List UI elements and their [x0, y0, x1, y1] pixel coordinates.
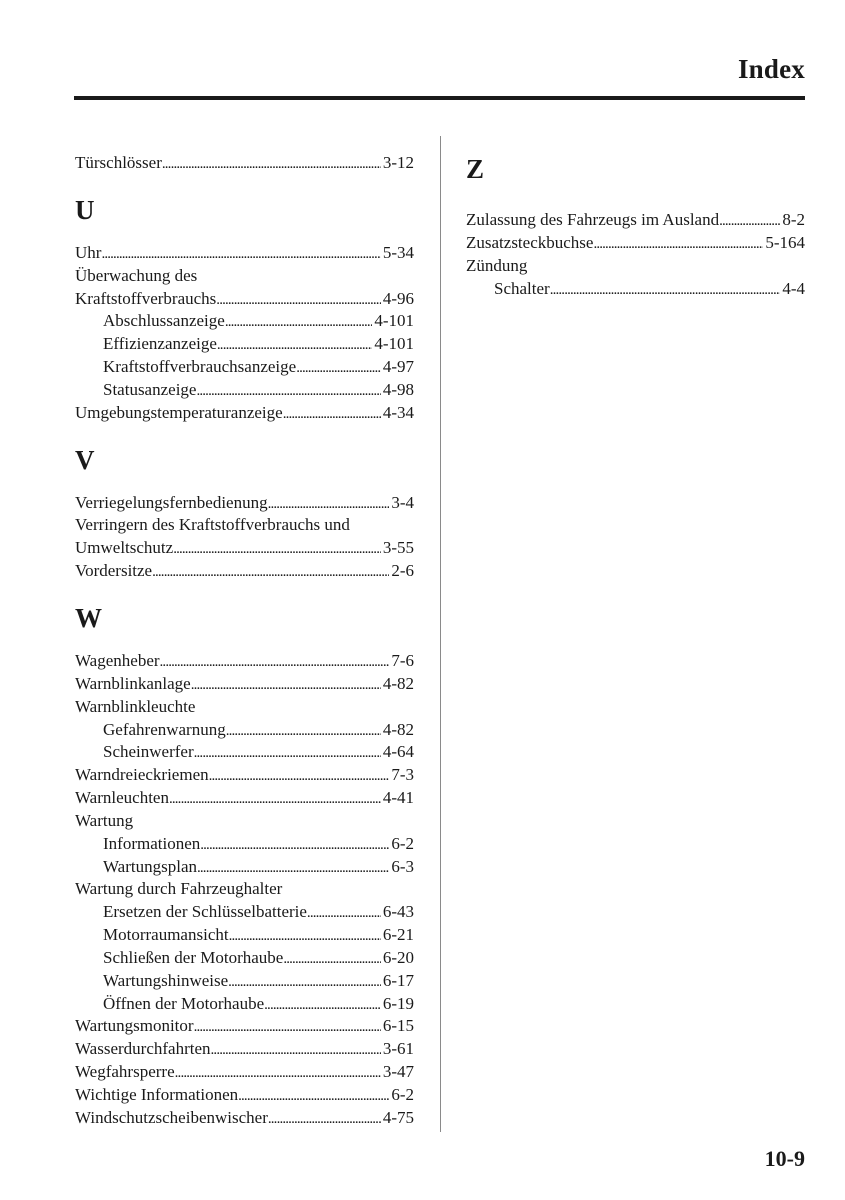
index-entry-motorraumansicht [75, 924, 414, 947]
column-divider [440, 136, 441, 1132]
index-entry-ueberwachung-des [75, 265, 414, 288]
index-term: Wichtige Informationen [75, 1085, 239, 1104]
dot-leader [217, 333, 372, 357]
dot-leader [160, 650, 390, 674]
index-term: Scheinwerfer [103, 742, 194, 762]
dot-leader [194, 1015, 381, 1039]
index-entry-wartungsplan [75, 856, 414, 879]
index-entry-wegfahrsperre [75, 1061, 414, 1084]
index-page-ref: 4-34 [382, 402, 414, 422]
dot-leader [200, 833, 389, 857]
index-term: Windschutzscheibenwischer [75, 1107, 268, 1127]
section-letter-z: Z [466, 154, 485, 184]
index-entry-kraftstoffverbrauchs [75, 288, 414, 311]
index-entry-schalter [466, 278, 805, 301]
index-entry-statusanzeige [75, 379, 414, 402]
index-page-ref: 3-4 [391, 492, 414, 512]
index-entry-vordersitze [75, 560, 414, 583]
dot-leader [268, 1107, 381, 1131]
index-entry-ersetzen-der-schluesselbatterie [75, 901, 414, 924]
dot-leader [191, 673, 381, 697]
index-term: Warnleuchten [75, 788, 169, 808]
index-term: Umweltschutz [75, 538, 174, 558]
index-column-right [466, 152, 805, 300]
index-term: Umgebungstemperaturanzeige [75, 402, 283, 422]
section-letter-u: U [75, 194, 95, 225]
dot-leader [268, 492, 390, 516]
index-entry-wartungsmonitor [75, 1015, 414, 1038]
index-term: Öffnen der Motorhaube [103, 993, 265, 1013]
section-letter-w: W [75, 602, 102, 633]
index-term: Zusatzsteckbuchse [466, 232, 594, 252]
dot-leader [152, 560, 389, 584]
index-page-ref: 6-15 [382, 1016, 414, 1036]
index-term: Türschlösser [75, 153, 162, 172]
index-term: Wartungshinweise [103, 970, 229, 990]
index-page-ref: 6-17 [382, 970, 414, 990]
index-entry-wagenheber [75, 650, 414, 673]
index-entry-effizienzanzeige [75, 333, 414, 356]
index-term: Kraftstoffverbrauchsanzeige [103, 357, 297, 377]
index-entry-zulassung-des-fahrzeugs-im-ausland [466, 209, 805, 232]
index-page-ref: 4-82 [382, 719, 414, 739]
index-term: Wartungsplan [103, 856, 197, 876]
index-entry-wichtige-informationen [75, 1084, 414, 1107]
index-page-ref: 7-6 [391, 650, 414, 670]
index-entry-windschutzscheibenwischer [75, 1107, 414, 1130]
index-term: Wartungsmonitor [75, 1016, 194, 1036]
page-title: Index [737, 54, 805, 84]
index-page-ref: 4-101 [374, 334, 414, 354]
index-entry-abschlussanzeige [75, 310, 414, 333]
index-page-ref: 4-98 [382, 379, 414, 399]
dot-leader [719, 209, 780, 233]
dot-leader [197, 856, 389, 880]
dot-leader [593, 232, 763, 256]
index-entry-umweltschutz [75, 537, 414, 560]
index-term: Vordersitze [75, 561, 153, 581]
dot-leader [228, 970, 381, 994]
index-term: Kraftstoffverbrauchs [75, 288, 217, 308]
dot-leader [216, 288, 381, 312]
index-term: Effizienzanzeige [103, 334, 217, 354]
index-entry-informationen [75, 833, 414, 856]
index-page-ref: 3-61 [382, 1039, 414, 1059]
index-entry-wartung-durch-fahrzeughalter [75, 878, 414, 901]
index-entry-oeffnen-der-motorhaube [75, 993, 414, 1016]
index-term: Überwachung des [75, 265, 198, 285]
index-term: Wasserdurchfahrten [75, 1039, 211, 1059]
index-page-ref: 6-21 [382, 925, 414, 945]
index-page-ref: 6-3 [391, 856, 414, 876]
index-page-ref: 4-97 [382, 357, 414, 377]
index-term: Warndreieckriemen [75, 765, 209, 785]
index-page-ref: 4-41 [382, 788, 414, 808]
index-entry-warndreieckriemen [75, 764, 414, 787]
dot-leader [307, 901, 381, 925]
index-term: Wagenheber [75, 650, 160, 670]
index-page-ref: 6-2 [391, 1085, 414, 1104]
dot-leader [169, 787, 381, 811]
dot-leader [283, 402, 381, 426]
index-page-ref: 4-96 [382, 288, 414, 308]
index-entry-gefahrenwarnung [75, 719, 414, 742]
dot-leader [283, 947, 380, 971]
dot-leader [175, 1061, 381, 1085]
index-term: Schalter [494, 278, 550, 298]
index-entry-warnleuchten [75, 787, 414, 810]
index-page-ref: 6-43 [382, 902, 414, 922]
index-term: Verriegelungsfernbedienung [75, 492, 268, 512]
index-entry-warnblinkanlage [75, 673, 414, 696]
index-page-ref: 4-82 [382, 673, 414, 693]
index-entry-kraftstoffverbrauchsanzeige [75, 356, 414, 379]
index-page-ref: 5-164 [765, 232, 805, 252]
section-letter-v: V [75, 444, 95, 475]
index-entry-wartung [75, 810, 414, 833]
index-term: Informationen [103, 833, 201, 853]
index-term: Schließen der Motorhaube [103, 947, 284, 967]
index-term: Wartung [75, 810, 134, 830]
index-entry-umgebungstemperaturanzeige [75, 402, 414, 425]
index-page-ref: 4-64 [382, 742, 414, 762]
dot-leader [238, 1084, 389, 1108]
index-entry-wasserdurchfahrten [75, 1038, 414, 1061]
index-page-ref: 8-2 [782, 210, 805, 229]
index-term: Ersetzen der Schlüsselbatterie [103, 902, 307, 922]
dot-leader [296, 356, 381, 380]
index-term: Motorraumansicht [103, 925, 229, 945]
index-term: Uhr [75, 242, 102, 262]
index-page-ref: 4-4 [782, 278, 805, 298]
index-term: Warnblinkanlage [75, 673, 191, 693]
dot-leader [211, 1038, 381, 1062]
index-entry-uhr [75, 242, 414, 265]
index-entry-schliessen-der-motorhaube [75, 947, 414, 970]
index-page-ref: 7-3 [391, 765, 414, 785]
index-page-ref: 5-34 [382, 242, 414, 262]
index-page-ref: 3-12 [382, 153, 414, 172]
index-term: Statusanzeige [103, 379, 197, 399]
index-page-ref: 3-55 [382, 538, 414, 558]
index-term: Verringern des Kraftstoffverbrauchs und [75, 515, 350, 535]
index-term: Warnblinkleuchte [75, 696, 196, 716]
index-page-ref: 4-101 [374, 311, 414, 331]
index-term: Wegfahrsperre [75, 1062, 175, 1082]
dot-leader [225, 310, 373, 334]
index-entry-wartungshinweise [75, 970, 414, 993]
dot-leader [196, 379, 380, 403]
index-entry-zusatzsteckbuchse [466, 232, 805, 255]
dot-leader [194, 741, 381, 765]
index-entry-zuendung [466, 255, 805, 278]
index-column-left [75, 152, 414, 1130]
dot-leader [101, 242, 380, 266]
index-page-ref: 6-2 [391, 833, 414, 853]
page-number: 10-9 [764, 1146, 805, 1171]
index-page-ref: 4-75 [382, 1107, 414, 1127]
index-entry-scheinwerfer [75, 741, 414, 764]
dot-leader [162, 152, 381, 176]
index-term: Gefahrenwarnung [103, 719, 226, 739]
index-term: Wartung durch Fahrzeughalter [75, 879, 283, 899]
index-term: Zündung [466, 255, 528, 275]
index-entry-warnblinkleuchte [75, 696, 414, 719]
dot-leader [226, 719, 381, 743]
dot-leader [229, 924, 381, 948]
dot-leader [550, 278, 781, 302]
dot-leader [264, 993, 381, 1017]
index-term: Abschlussanzeige [103, 311, 225, 331]
header-rule [74, 96, 805, 100]
index-page-ref: 3-47 [382, 1062, 414, 1082]
index-page-ref: 2-6 [391, 561, 414, 581]
index-entry-tuerschloesser [75, 152, 414, 175]
index-page-ref: 6-19 [382, 993, 414, 1013]
index-term: Zulassung des Fahrzeugs im Ausland [466, 210, 720, 229]
index-entry-verringern-des-kraftstoffverbrauchs-und [75, 514, 414, 537]
index-page-ref: 6-20 [382, 947, 414, 967]
index-entry-verriegelungsfernbedienung [75, 492, 414, 515]
dot-leader [173, 537, 381, 561]
dot-leader [209, 764, 390, 788]
